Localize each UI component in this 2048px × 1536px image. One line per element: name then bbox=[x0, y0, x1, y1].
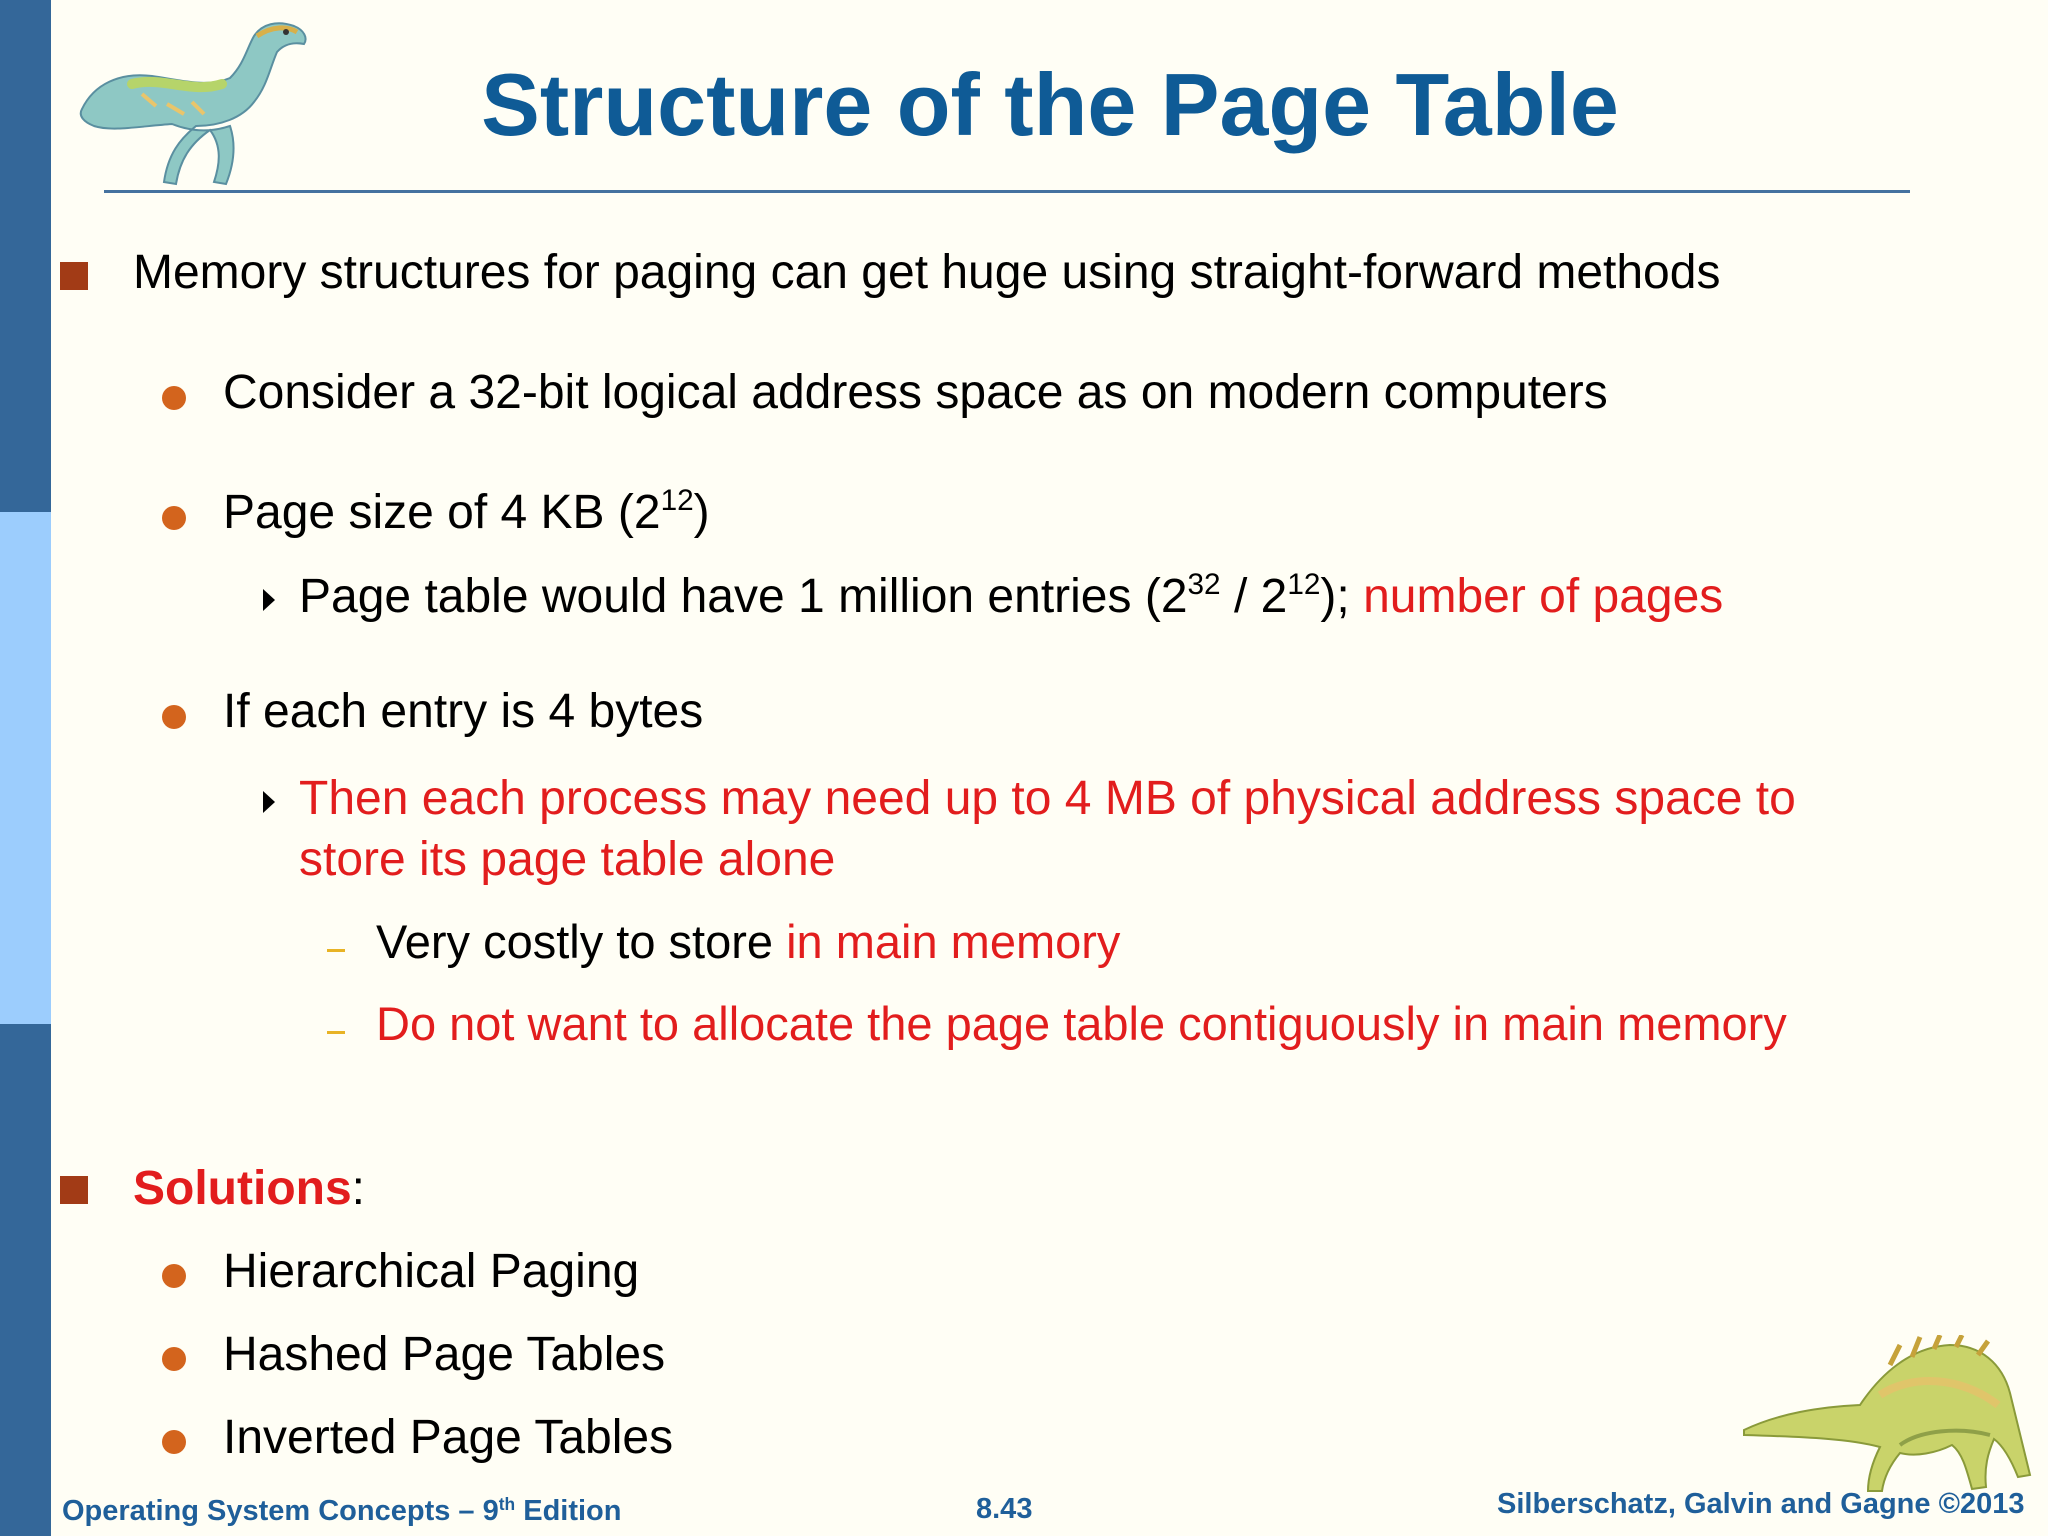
bullet-costly-to-store bbox=[376, 913, 1120, 971]
dash-bullet-icon bbox=[327, 949, 345, 952]
page-size-close: ) bbox=[693, 486, 710, 539]
bullet-32bit-address-space: Consider a 32-bit logical address space as on modern computers bbox=[223, 366, 1608, 419]
solution-hierarchical-paging: Hierarchical Paging bbox=[223, 1245, 640, 1298]
dot-bullet-icon bbox=[162, 506, 186, 530]
bullet-solutions bbox=[133, 1160, 365, 1218]
solution-hashed-page-tables: Hashed Page Tables bbox=[223, 1328, 666, 1381]
bullet-not-contiguous: Do not want to allocate the page table contiguously in main memory bbox=[376, 997, 1787, 1050]
title-divider bbox=[104, 190, 1910, 193]
left-sidebar-bar bbox=[0, 0, 51, 1536]
square-bullet-icon bbox=[60, 1176, 88, 1204]
footer-book-pre: Operating System Concepts – 9 bbox=[62, 1495, 499, 1527]
dot-bullet-icon bbox=[162, 1430, 186, 1454]
dinosaur-icon bbox=[72, 14, 320, 192]
triangle-bullet-icon bbox=[263, 791, 275, 813]
sidebar-segment-top bbox=[0, 0, 51, 512]
costly-text: Very costly to store bbox=[376, 915, 787, 968]
footer-book-post: Edition bbox=[515, 1495, 622, 1527]
triangle-bullet-icon bbox=[263, 589, 275, 611]
solutions-label: Solutions bbox=[133, 1162, 352, 1215]
footer-page-number: 8.43 bbox=[976, 1493, 1033, 1525]
footer-authors: Silberschatz, Galvin and Gagne ©2013 bbox=[1497, 1488, 2025, 1520]
solutions-colon: : bbox=[351, 1162, 365, 1215]
footer-book-title bbox=[62, 1494, 622, 1528]
bullet-entry-4-bytes: If each entry is 4 bytes bbox=[223, 685, 704, 738]
bullet-4mb-per-process-line2: store its page table alone bbox=[299, 833, 836, 886]
page-size-exponent: 12 bbox=[660, 484, 694, 518]
slide-title: Structure of the Page Table bbox=[481, 55, 1619, 154]
bullet-page-table-entries bbox=[299, 566, 1723, 628]
entries-divide: / 2 bbox=[1220, 570, 1288, 623]
dot-bullet-icon bbox=[162, 705, 186, 729]
solution-inverted-page-tables: Inverted Page Tables bbox=[223, 1411, 674, 1464]
number-of-pages-note: number of pages bbox=[1363, 570, 1724, 623]
entries-exp-12: 12 bbox=[1287, 568, 1321, 602]
dot-bullet-icon bbox=[162, 1264, 186, 1288]
footer-book-sup: th bbox=[498, 1494, 516, 1515]
costly-red-text: in main memory bbox=[786, 915, 1121, 968]
entries-close: ); bbox=[1320, 570, 1364, 623]
page-size-text: Page size of 4 KB (2 bbox=[223, 486, 661, 539]
square-bullet-icon bbox=[60, 262, 88, 290]
dot-bullet-icon bbox=[162, 1347, 186, 1371]
sidebar-segment-middle bbox=[0, 512, 51, 1024]
entries-text: Page table would have 1 million entries (2 bbox=[299, 570, 1188, 623]
bullet-4mb-per-process-line1: Then each process may need up to 4 MB of physical address space to bbox=[299, 772, 1796, 825]
dot-bullet-icon bbox=[162, 386, 186, 410]
dinosaur-icon bbox=[1740, 1335, 2036, 1500]
sidebar-segment-bottom bbox=[0, 1024, 51, 1536]
bullet-page-size bbox=[223, 484, 710, 542]
bullet-memory-structures: Memory structures for paging can get huge using straight-forward methods bbox=[133, 246, 1721, 299]
dash-bullet-icon bbox=[327, 1031, 345, 1034]
entries-exp-32: 32 bbox=[1187, 568, 1221, 602]
